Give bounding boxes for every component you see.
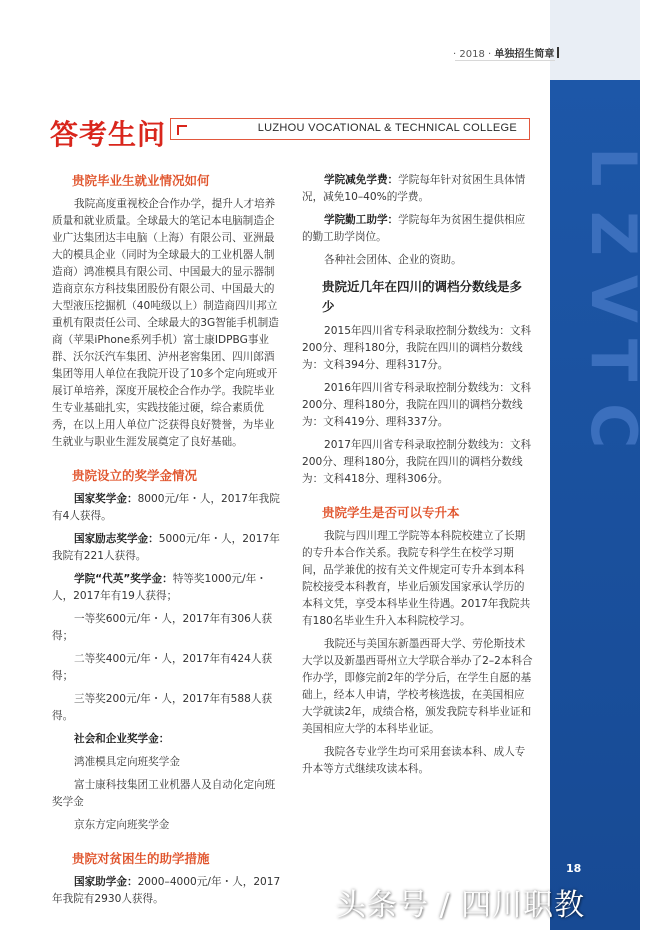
section-heading: 贵院毕业生就业情况如何 [72,173,210,188]
scholarship-second: 二等奖400元/年・人，2017年有424人获得； [52,653,273,682]
scholarship-social-item: 富士康科技集团工业机器人及自动化定向班奖学金 [52,779,276,808]
banner-corner-mark [177,125,187,135]
section-heading: 贵院设立的奖学金情况 [72,468,198,483]
scholarship-first: 一等奖600元/年・人，2017年有306人获得； [52,613,273,642]
running-header [453,45,559,60]
initial-letter: V [577,275,650,325]
page-title: 答考生问 [50,118,167,151]
title-banner [170,118,530,140]
aid-other: 各种社会团体、企业的资助。 [324,254,462,266]
score-2017: 2017年四川省专科录取控制分数线为：文科200分、理科180分，我院在四川的调档分数线为：文科418分、理科306分。 [302,439,532,485]
upgrade-paragraph: 我院各专业学生均可采用套读本科、成人专升本等方式继续攻读本科。 [302,746,526,775]
source-watermark: 头条号 / 四川职教 [336,888,586,923]
left-column [52,172,284,914]
initial-letter: T [577,339,650,384]
header-rule [455,60,555,61]
initial-letter: Z [577,211,650,258]
scholarship-inspire: 国家励志奖学金：5000元/年・人，2017年我院有221人获得。 [52,533,280,562]
header-year: · 2018 · [453,49,492,60]
vertical-college-initials [577,147,650,470]
upgrade-paragraph: 我院与四川理工学院等本科院校建立了长期的专升本合作关系。我院专科学生在校学习期间，品学兼优的按有关文件规定可专升本到本科院校接受本科教育，毕业后颁发国家承认学历的本科文凭，享受本科毕业生待遇。2017年我院共有180名毕业生升入本科院校学习。 [302,530,531,627]
scholarship-social-label: 社会和企业奖学金： [74,733,170,745]
scholarship-school: 学院“代英”奖学金：特等奖1000元/年・人，2017年有19人获得； [52,573,267,602]
aid-grant: 国家助学金：2000–4000元/年・人，2017年我院有2930人获得。 [52,876,281,905]
aid-work-study: 学院勤工助学：学院每年为贫困生提供相应的勤工助学岗位。 [302,214,526,243]
college-english-name: LUZHOU VOCATIONAL & TECHNICAL COLLEGE [257,122,517,134]
scholarship-social-item: 京东方定向班奖学金 [74,819,170,831]
header-label: 单独招生简章 [494,49,555,60]
score-2015: 2015年四川省专科录取控制分数线为：文科200分、理科180分，我院在四川的调档分数线为：文科394分、理科317分。 [302,325,532,371]
score-2016: 2016年四川省专科录取控制分数线为：文科200分、理科180分，我院在四川的调档分数线为：文科419分、理科337分。 [302,382,532,428]
right-column [302,172,534,784]
section-heading: 贵院近几年在四川的调档分数线是多少 [322,279,523,314]
section-heading: 贵院对贫困生的助学措施 [72,851,210,866]
aid-fee-reduction: 学院减免学费：学院每年针对贫困生具体情况，减免10–40%的学费。 [302,174,526,203]
page-number: 18 [566,862,582,875]
header-bar [557,47,559,58]
scholarship-national: 国家奖学金：8000元/年・人，2017年我院有4人获得。 [52,493,280,522]
upgrade-paragraph: 我院还与美国东新墨西哥大学、劳伦斯技术大学以及新墨西哥州立大学联合举办了2–2本科合作办学，即修完前2年的学分后，在学生自愿的基础上，经本人申请，学校考核选拔，在美国相应大学就读2年，成绩合格，颁发我院专科毕业证和美国相应大学的本科毕业证。 [302,638,533,735]
employment-paragraph: 我院高度重视校企合作办学，提升人才培养质量和就业质量。全球最大的笔记本电脑制造企业广达集团达丰电脑（上海）有限公司、亚洲最大的模具企业（同时为全球最大的工业机器人制造商）鸿准模具有限公司、中国最大的显示器制造商京东方科技集团股份有限公司、中国最大的大型液压挖掘机（40吨级以上）制造商四川邦立重机有限责任公司、全球最大的3G智能手机制造商（苹果iPhone系列手机）富士康IDPBG事业群、沃尔沃汽车集团、泸州老窖集团、四川郎酒集团等用人单位在我院开设了10多个定向班或开展订单培养，深度开展校企合作办学。我院毕业生专业基础扎实，实践技能过硬，综合素质优秀，在以上用人单位广泛获得良好赞誉，为毕业生就业与职业生涯发展奠定了良好基础。 [52,198,279,448]
initial-letter: C [577,403,650,451]
scholarship-third: 三等奖200元/年・人，2017年有588人获得。 [52,693,273,722]
initial-letter: L [577,147,650,189]
section-heading: 贵院学生是否可以专升本 [322,505,460,520]
scholarship-social-item: 鸿准模具定向班奖学金 [74,756,180,768]
